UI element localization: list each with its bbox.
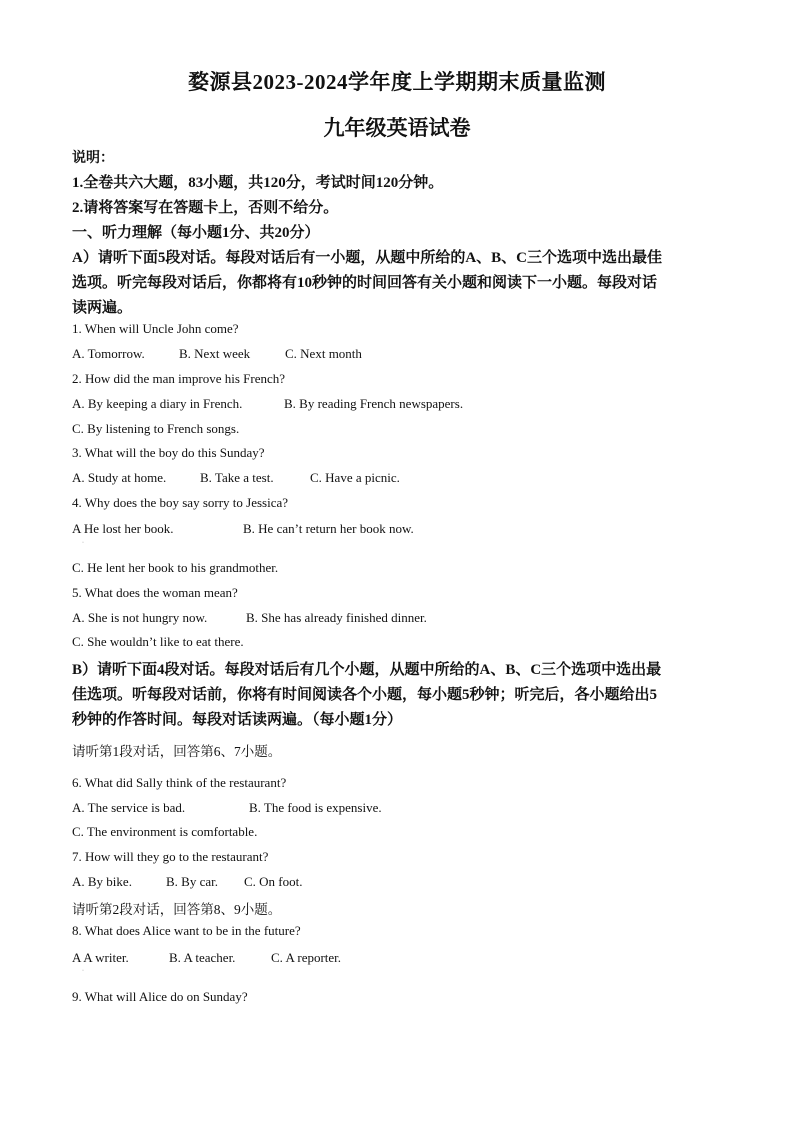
question-2-option-b: B. By reading French newspapers. bbox=[284, 396, 464, 411]
question-1: 1. When will Uncle John come? bbox=[72, 321, 239, 336]
question-3-option-b: B. Take a test. bbox=[200, 470, 274, 485]
question-6: 6. What did Sally think of the restaurant? bbox=[72, 775, 287, 790]
question-6-option-c: C. The environment is comfortable. bbox=[72, 824, 258, 839]
question-7: 7. How will they go to the restaurant? bbox=[72, 849, 269, 864]
question-4-option-a: A He lost her book. bbox=[72, 521, 174, 536]
question-6-option-a: A. The service is bad. bbox=[72, 800, 186, 815]
part-a-instructions-line-1: A）请听下面5段对话。每段对话后有一小题，从题中所给的A、B、C三个选项中选出最佳 bbox=[72, 250, 663, 266]
scan-dot-mark: · bbox=[82, 968, 84, 974]
question-1-option-c: C. Next month bbox=[285, 346, 362, 361]
question-5-option-b: B. She has already finished dinner. bbox=[246, 610, 427, 625]
question-5-option-c: C. She wouldn’t like to eat there. bbox=[72, 634, 244, 649]
question-8: 8. What does Alice want to be in the future? bbox=[72, 923, 301, 938]
question-1-option-b: B. Next week bbox=[179, 346, 251, 361]
instruction-item-1: 1.全卷共六大题，83小题，共120分，考试时间120分钟。 bbox=[72, 175, 444, 191]
question-2-option-c: C. By listening to French songs. bbox=[72, 421, 240, 436]
scan-dot-mark: · bbox=[82, 540, 84, 546]
question-8-option-c: C. A reporter. bbox=[271, 950, 342, 965]
part-b-instructions-line-1: B）请听下面4段对话。每段对话后有几个小题，从题中所给的A、B、C三个选项中选出最 bbox=[72, 662, 662, 678]
question-6-option-b: B. The food is expensive. bbox=[249, 800, 382, 815]
dialog-2-instruction: 请听第2段对话，回答第8、9小题。 bbox=[72, 902, 282, 917]
dialog-1-instruction: 请听第1段对话，回答第6、7小题。 bbox=[72, 744, 282, 759]
question-3: 3. What will the boy do this Sunday? bbox=[72, 445, 265, 460]
instruction-item-2: 2.请将答案写在答题卡上，否则不给分。 bbox=[72, 200, 339, 216]
question-4-option-c: C. He lent her book to his grandmother. bbox=[72, 560, 279, 575]
question-1-option-a: A. Tomorrow. bbox=[72, 346, 145, 361]
exam-subtitle: 九年级英语试卷 bbox=[323, 116, 471, 140]
question-4: 4. Why does the boy say sorry to Jessica? bbox=[72, 495, 289, 510]
question-7-option-a: A. By bike. bbox=[72, 874, 132, 889]
instructions-label: 说明： bbox=[72, 151, 114, 166]
question-2-option-a: A. By keeping a diary in French. bbox=[72, 396, 243, 411]
part-a-instructions-line-2: 选项。听完每段对话后，你都将有10秒钟的时间回答有关小题和阅读下一小题。每段对话 bbox=[72, 275, 658, 291]
question-5-option-a: A. She is not hungry now. bbox=[72, 610, 208, 625]
question-5: 5. What does the woman mean? bbox=[72, 585, 238, 600]
part-a-instructions-line-3: 读两遍。 bbox=[72, 300, 133, 316]
part-b-instructions-line-2: 佳选项。听每段对话前，你将有时间阅读各个小题，每小题5秒钟；听完后，各小题给出5 bbox=[72, 687, 658, 703]
part-b-instructions-line-3: 秒钟的作答时间。每段对话读两遍。（每小题1分） bbox=[72, 712, 403, 728]
question-2: 2. How did the man improve his French? bbox=[72, 371, 286, 386]
question-8-option-a: A A writer. bbox=[72, 950, 129, 965]
exam-title: 婺源县2023-2024学年度上学期期末质量监测 bbox=[188, 70, 606, 94]
section-heading-listening: 一、听力理解（每小题1分、共20分） bbox=[72, 225, 320, 241]
question-4-option-b: B. He can’t return her book now. bbox=[243, 521, 414, 536]
question-9: 9. What will Alice do on Sunday? bbox=[72, 989, 248, 1004]
question-7-option-b: B. By car. bbox=[166, 874, 218, 889]
question-3-option-a: A. Study at home. bbox=[72, 470, 167, 485]
question-8-option-b: B. A teacher. bbox=[169, 950, 236, 965]
question-7-option-c: C. On foot. bbox=[244, 874, 303, 889]
question-3-option-c: C. Have a picnic. bbox=[310, 470, 400, 485]
